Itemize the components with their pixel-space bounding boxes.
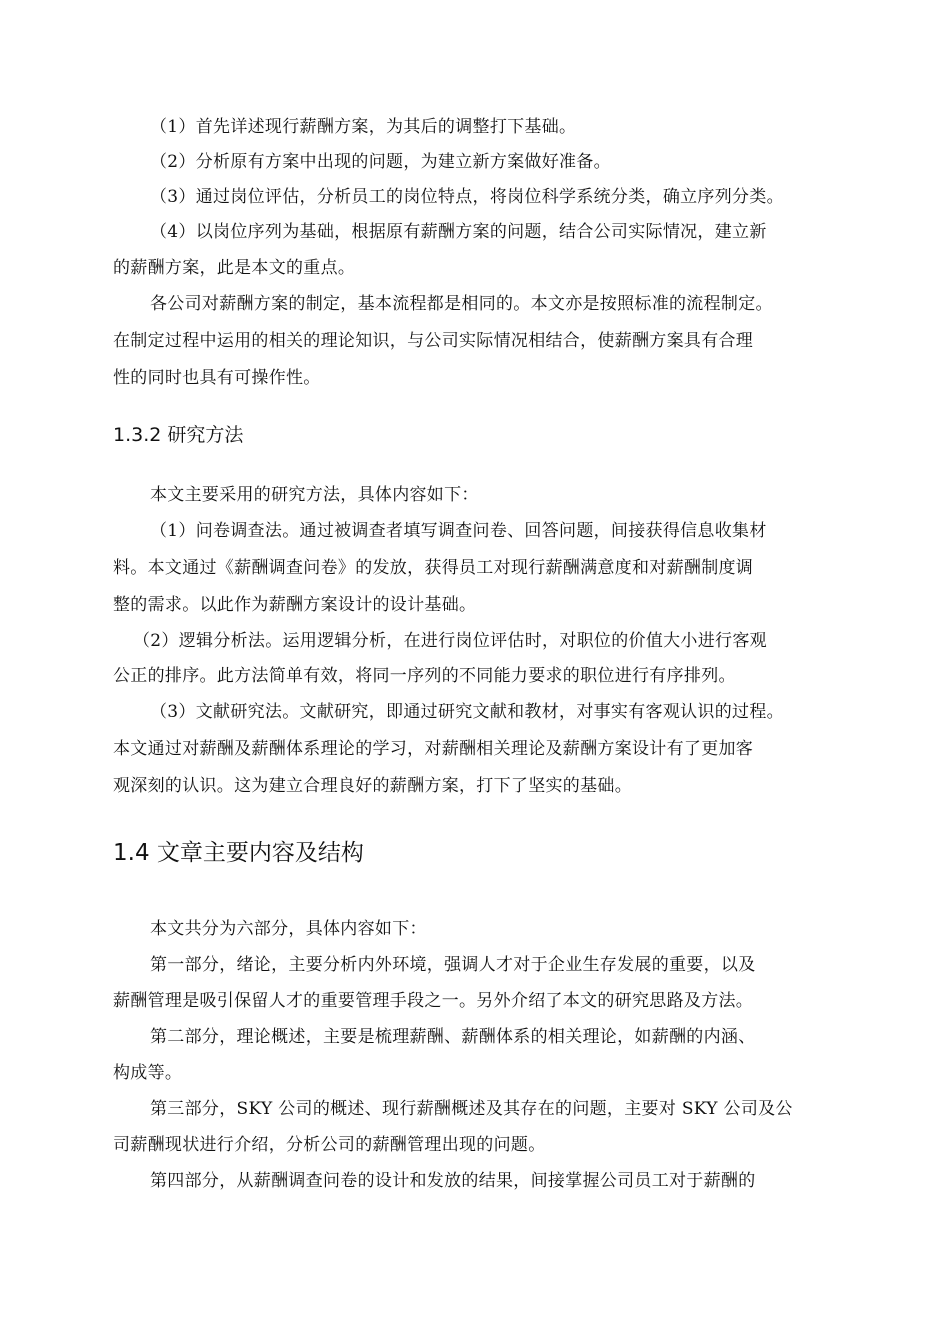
- method-2-line-2: 公正的排序。此方法简单有效，将同一序列的不同能力要求的职位进行有序排列。: [113, 666, 736, 686]
- method-3-line-1: （3）文献研究法。文献研究，即通过研究文献和教材，对事实有客观认识的过程。: [150, 702, 784, 722]
- paragraph-step-1: （1）首先详述现行薪酬方案，为其后的调整打下基础。: [150, 117, 577, 137]
- method-1-line-3: 整的需求。以此作为薪酬方案设计的设计基础。: [113, 595, 477, 615]
- paragraph-process-line-2: 在制定过程中运用的相关的理论知识，与公司实际情况相结合，使薪酬方案具有合理: [113, 331, 754, 351]
- chapter-4-line-1: 第四部分，从薪酬调查问卷的设计和发放的结果，间接掌握公司员工对于薪酬的: [150, 1171, 756, 1191]
- chapter-1-line-1: 第一部分，绪论，主要分析内外环境，强调人才对于企业生存发展的重要，以及: [150, 955, 756, 975]
- method-2-line-1: （2）逻辑分析法。运用逻辑分析，在进行岗位评估时，对职位的价值大小进行客观: [133, 631, 767, 651]
- paragraph-process-line-3: 性的同时也具有可操作性。: [113, 368, 321, 388]
- method-3-line-2: 本文通过对薪酬及薪酬体系理论的学习，对薪酬相关理论及薪酬方案设计有了更加客: [113, 739, 754, 759]
- structure-intro: 本文共分为六部分，具体内容如下：: [150, 919, 427, 939]
- chapter-3-line-1: 第三部分，SKY 公司的概述、现行薪酬概述及其存在的问题，主要对 SKY 公司及公: [150, 1099, 793, 1119]
- paragraph-step-4-line-1: （4）以岗位序列为基础，根据原有薪酬方案的问题，结合公司实际情况，建立新: [150, 222, 767, 242]
- chapter-2-line-1: 第二部分，理论概述，主要是梳理薪酬、薪酬体系的相关理论，如薪酬的内涵、: [150, 1027, 756, 1047]
- section-heading-1-3-2: 1.3.2 研究方法: [113, 424, 244, 446]
- method-3-line-3: 观深刻的认识。这为建立合理良好的薪酬方案，打下了坚实的基础。: [113, 776, 632, 796]
- chapter-3-line-2: 司薪酬现状进行介绍，分析公司的薪酬管理出现的问题。: [113, 1135, 546, 1155]
- methods-intro: 本文主要采用的研究方法，具体内容如下：: [150, 485, 479, 505]
- paragraph-process-line-1: 各公司对薪酬方案的制定，基本流程都是相同的。本文亦是按照标准的流程制定。: [150, 294, 773, 314]
- section-heading-1-4: 1.4 文章主要内容及结构: [113, 840, 364, 866]
- paragraph-step-3: （3）通过岗位评估，分析员工的岗位特点，将岗位科学系统分类，确立序列分类。: [150, 187, 784, 207]
- chapter-1-line-2: 薪酬管理是吸引保留人才的重要管理手段之一。另外介绍了本文的研究思路及方法。: [113, 991, 754, 1011]
- paragraph-step-2: （2）分析原有方案中出现的问题，为建立新方案做好准备。: [150, 152, 611, 172]
- paragraph-step-4-line-2: 的薪酬方案，此是本文的重点。: [113, 258, 356, 278]
- method-1-line-1: （1）问卷调查法。通过被调查者填写调查问卷、回答问题，间接获得信息收集材: [150, 521, 767, 541]
- chapter-2-line-2: 构成等。: [113, 1063, 183, 1083]
- method-1-line-2: 料。本文通过《薪酬调查问卷》的发放，获得员工对现行薪酬满意度和对薪酬制度调: [113, 558, 754, 578]
